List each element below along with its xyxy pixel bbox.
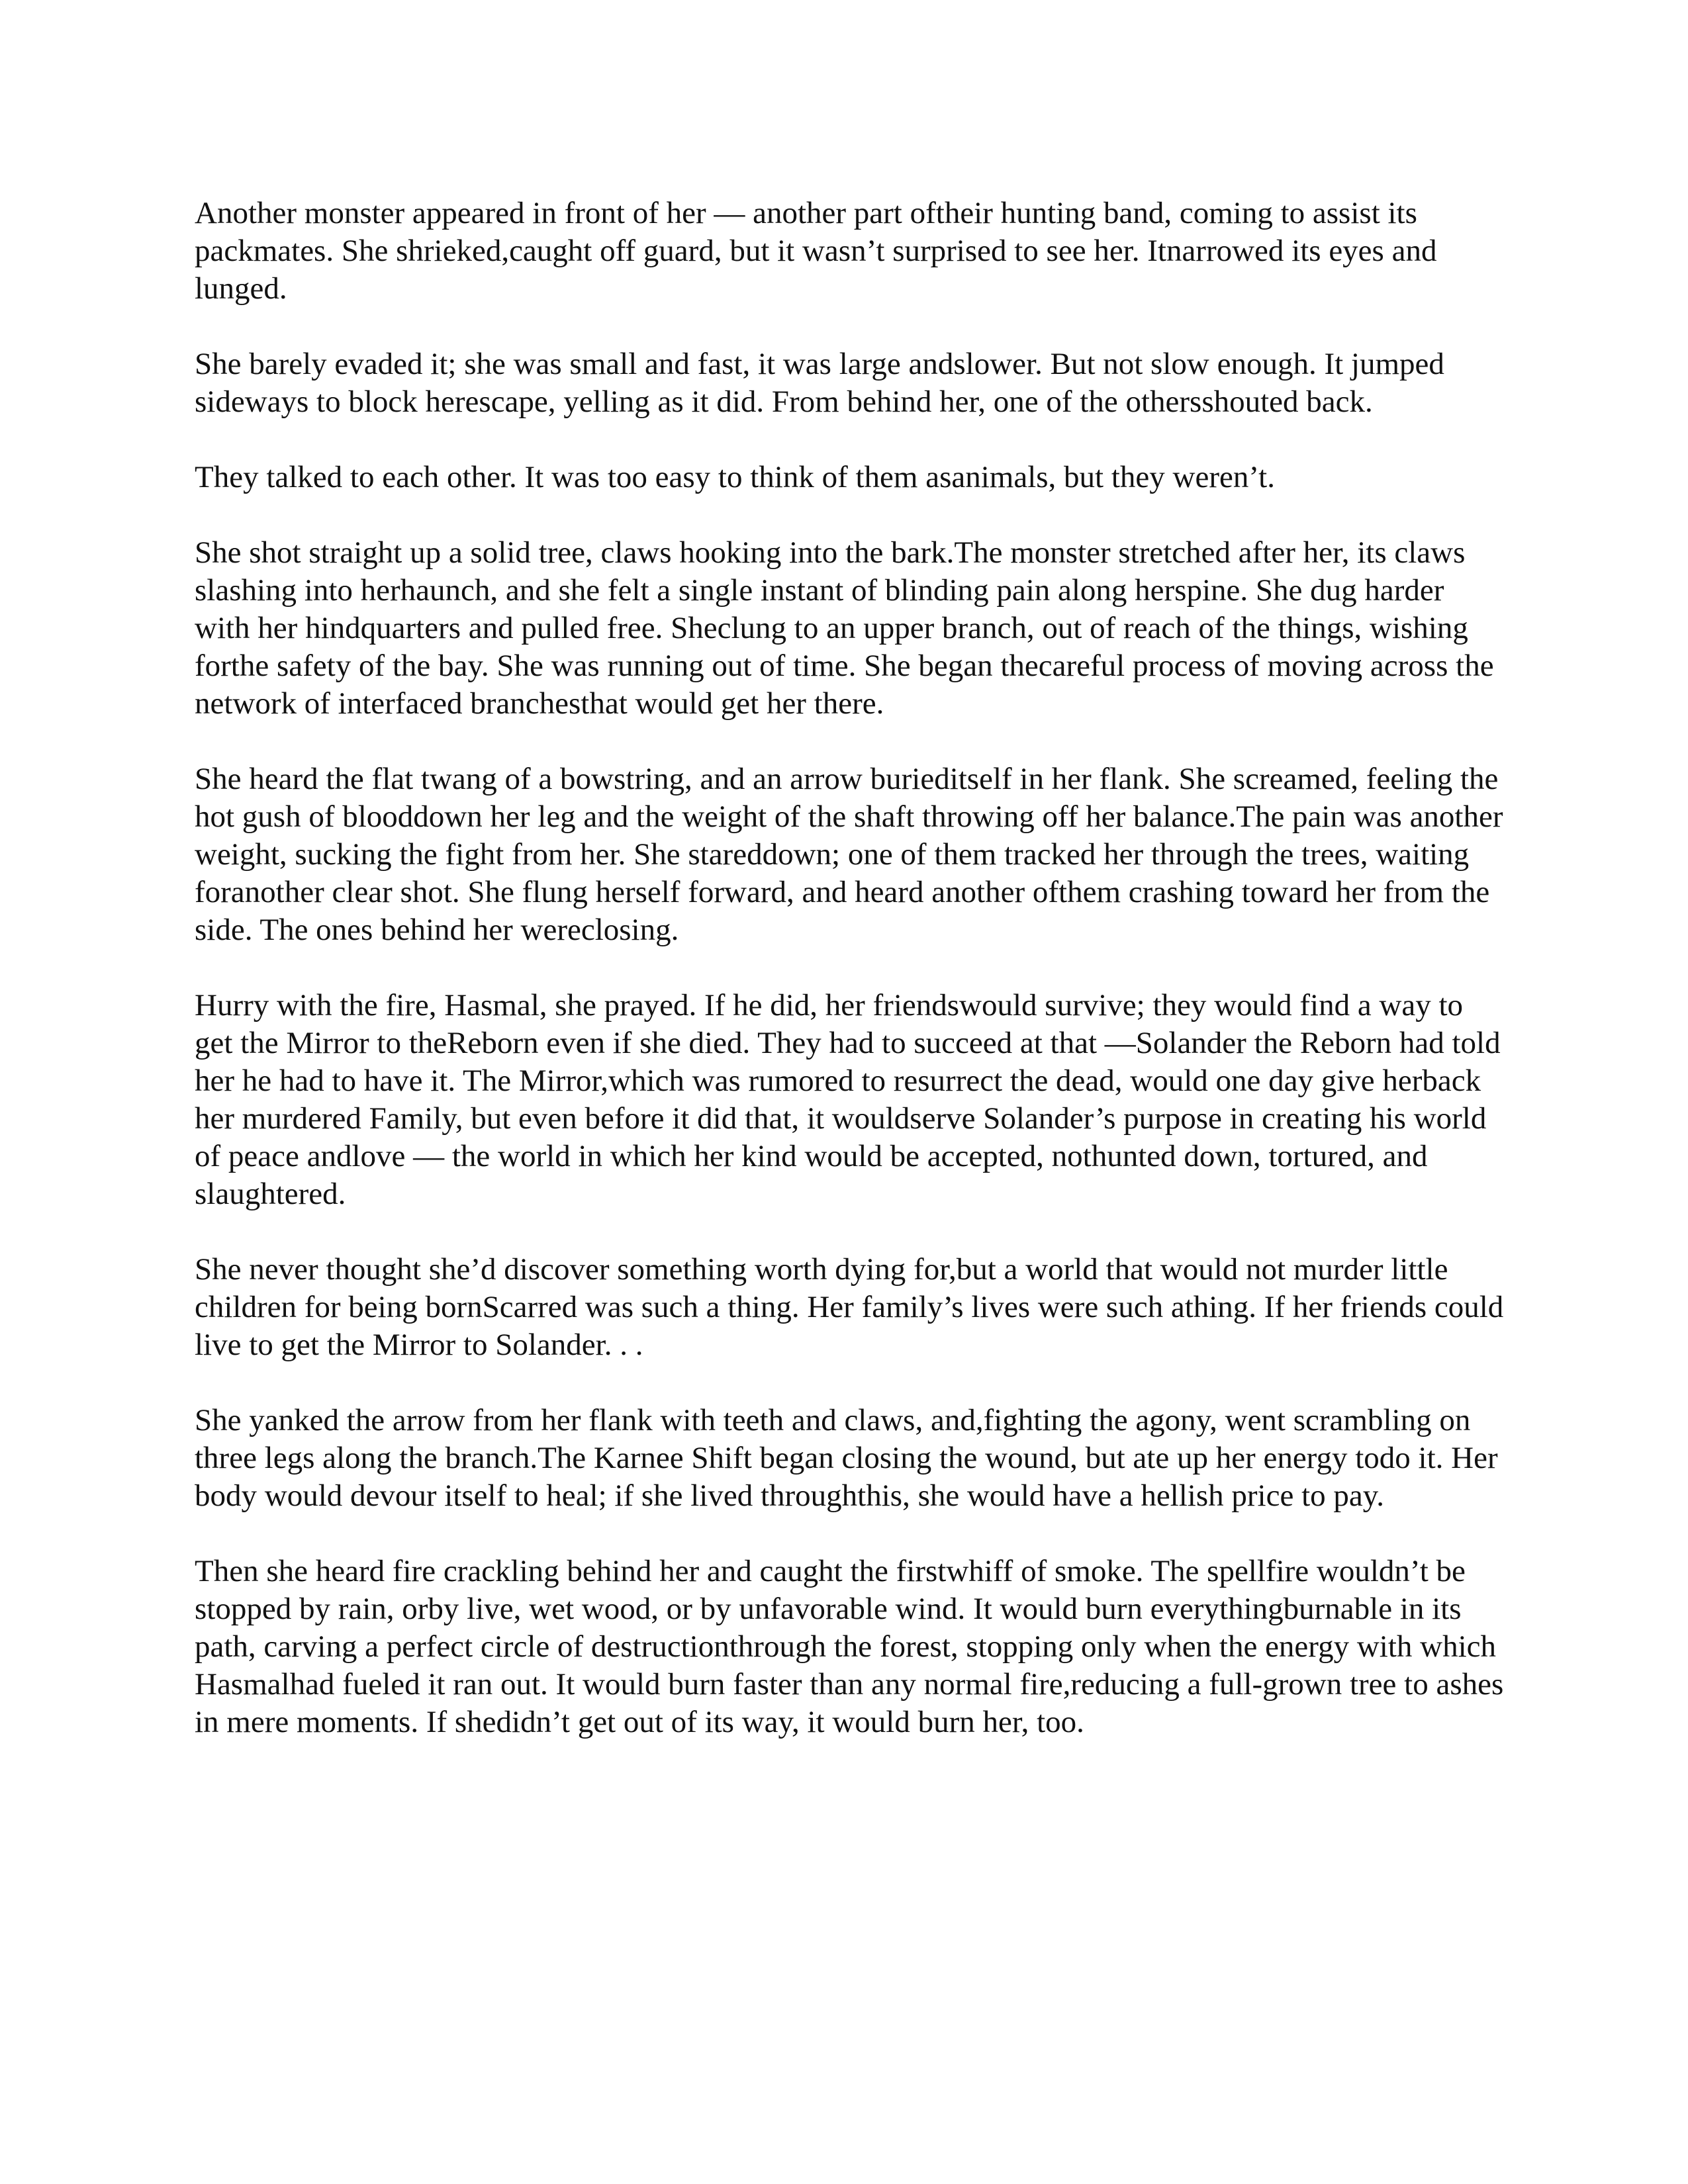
paragraph-1: Another monster appeared in front of her — another part oftheir hunting band, coming to assist its packmates. She shrieked,caught off guard, but it wasn’t surprised to see her. Itnarrowed its eyes and lunged. — [195, 196, 1437, 306]
paragraph-8: She yanked the arrow from her flank with teeth and claws, and,fighting the agony, went scrambling on three legs along the branch.The Karnee Shift began closing the wound, but ate up her energy todo it. Her body would devour itself to heal; if she lived throughthis, she would have a hellish price to pay. — [195, 1403, 1498, 1513]
paragraph-3: They talked to each other. It was too easy to think of them asanimals, but they weren’t. — [195, 460, 1275, 494]
paragraph-4: She shot straight up a solid tree, claws hooking into the bark.The monster stretched after her, its claws slashing into herhaunch, and she felt a single instant of blinding pain along herspine. She dug harder with her hindquarters and pulled free. Sheclung to an upper branch, out of reach of the things, wishing forthe safety of the bay. She was running out of time. She began thecareful process of moving across the network of interfaced branchesthat would get her there. — [195, 535, 1494, 721]
paragraph-6: Hurry with the fire, Hasmal, she prayed. If he did, her friendswould survive; they would find a way to get the Mirror to theReborn even if she died. They had to succeed at that —Solander the Reborn had told her he had to have it. The Mirror,which was rumored to resurrect the dead, would one day give herback her murdered Family, but even before it did that, it wouldserve Solander’s purpose in creating his world of peace andlove — the world in which her kind would be accepted, nothunted down, tortured, and slaughtered. — [195, 988, 1501, 1211]
paragraph-5: She heard the flat twang of a bowstring, and an arrow burieditself in her flank. She screamed, feeling the hot gush of blooddown her leg and the weight of the shaft throwing off her balance.The pain was another weight, sucking the fight from her. She stareddown; one of them tracked her through the trees, waiting foranother clear shot. She flung herself forward, and heard another ofthem crashing toward her from the side. The ones behind her wereclosing. — [195, 762, 1503, 947]
body-text — [195, 195, 1505, 1779]
paragraph-2: She barely evaded it; she was small and fast, it was large andslower. But not slow enough. It jumped sideways to block herescape, yelling as it did. From behind her, one of the othersshouted back. — [195, 347, 1444, 419]
paragraph-9: Then she heard fire crackling behind her and caught the firstwhiff of smoke. The spellfire wouldn’t be stopped by rain, orby live, wet wood, or by unfavorable wind. It would burn everythingburnable in its path, carving a perfect circle of destructionthrough the forest, stopping only when the energy with which Hasmalhad fueled it ran out. It would burn faster than any normal fire,reducing a full-grown tree to ashes in mere moments. If shedidn’t get out of its way, it would burn her, too. — [195, 1554, 1504, 1739]
paragraph-7: She never thought she’d discover something worth dying for,but a world that would not murder little children for being bornScarred was such a thing. Her family’s lives were such athing. If her friends could live to get the Mirror to Solander. . . — [195, 1252, 1504, 1362]
